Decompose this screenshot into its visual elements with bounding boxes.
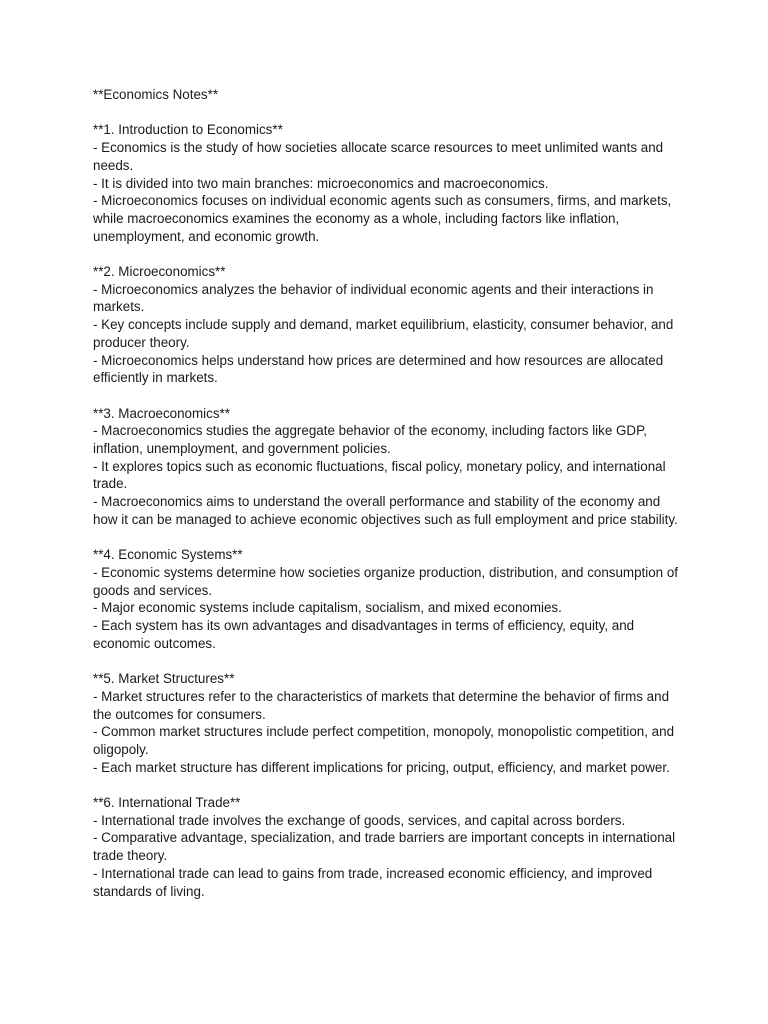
section-heading: **5. Market Structures** [93,671,235,687]
section-introduction [93,121,683,245]
bullet-item: - It explores topics such as economic fluctuations, fiscal policy, monetary policy, and international trade. [93,458,666,492]
section-heading: **6. International Trade** [93,795,241,811]
bullet-item: - Microeconomics helps understand how prices are determined and how resources are allocated efficiently in markets. [93,352,664,386]
bullet-item: - It is divided into two main branches: microeconomics and macroeconomics. [93,175,549,191]
bullet-item: - Macroeconomics aims to understand the overall performance and stability of the economy and how it can be managed to achieve economic objectives such as full employment and price stability. [93,494,678,527]
document-title: **Economics Notes** [93,87,219,102]
section-heading: **2. Microeconomics** [93,264,226,279]
bullet-item: - Major economic systems include capitalism, socialism, and mixed economies. [93,600,562,616]
bullet-item: - Microeconomics analyzes the behavior of individual economic agents and their interactions in markets. [93,281,654,315]
bullet-item: - Common market structures include perfect competition, monopoly, monopolistic competition, and oligopoly. [93,724,675,757]
bullet-item: - Each system has its own advantages and disadvantages in terms of efficiency, equity, and economic outcomes. [93,618,635,651]
bullet-item: - Comparative advantage, specialization, and trade barriers are important concepts in international trade theory. [93,830,676,864]
bullet-item: - Each market structure has different implications for pricing, output, efficiency, and market power. [93,759,670,775]
bullet-item: - Key concepts include supply and demand, market equilibrium, elasticity, consumer behavior, and producer theory. [93,317,674,350]
bullet-item: - Macroeconomics studies the aggregate behavior of the economy, including factors like GDP, inflation, unemployment, and government policies. [93,423,648,457]
section-market-structures [93,670,683,776]
bullet-item: - Economics is the study of how societies allocate scarce resources to meet unlimited wants and needs. [93,140,664,173]
bullet-item: - Market structures refer to the characteristics of markets that determine the behavior of firms and the outcomes for consumers. [93,688,670,722]
section-macroeconomics [93,405,683,529]
bullet-item: - International trade involves the exchange of goods, services, and capital across borders. [93,812,626,828]
section-heading: **1. Introduction to Economics** [93,122,283,138]
document-page [93,86,683,918]
bullet-item: - Economic systems determine how societies organize production, distribution, and consumption of goods and services. [93,564,679,598]
section-heading: **3. Macroeconomics** [93,405,230,421]
section-economic-systems [93,546,683,652]
bullet-item: - International trade can lead to gains from trade, increased economic efficiency, and improved standards of living. [93,865,653,899]
section-heading: **4. Economic Systems** [93,547,243,563]
section-microeconomics [93,263,683,387]
bullet-item: - Microeconomics focuses on individual economic agents such as consumers, firms, and markets, while macroeconomics examines the economy as a whole, including factors like inflation, unemployment, and economic growth. [93,193,672,244]
section-international-trade [93,794,683,900]
